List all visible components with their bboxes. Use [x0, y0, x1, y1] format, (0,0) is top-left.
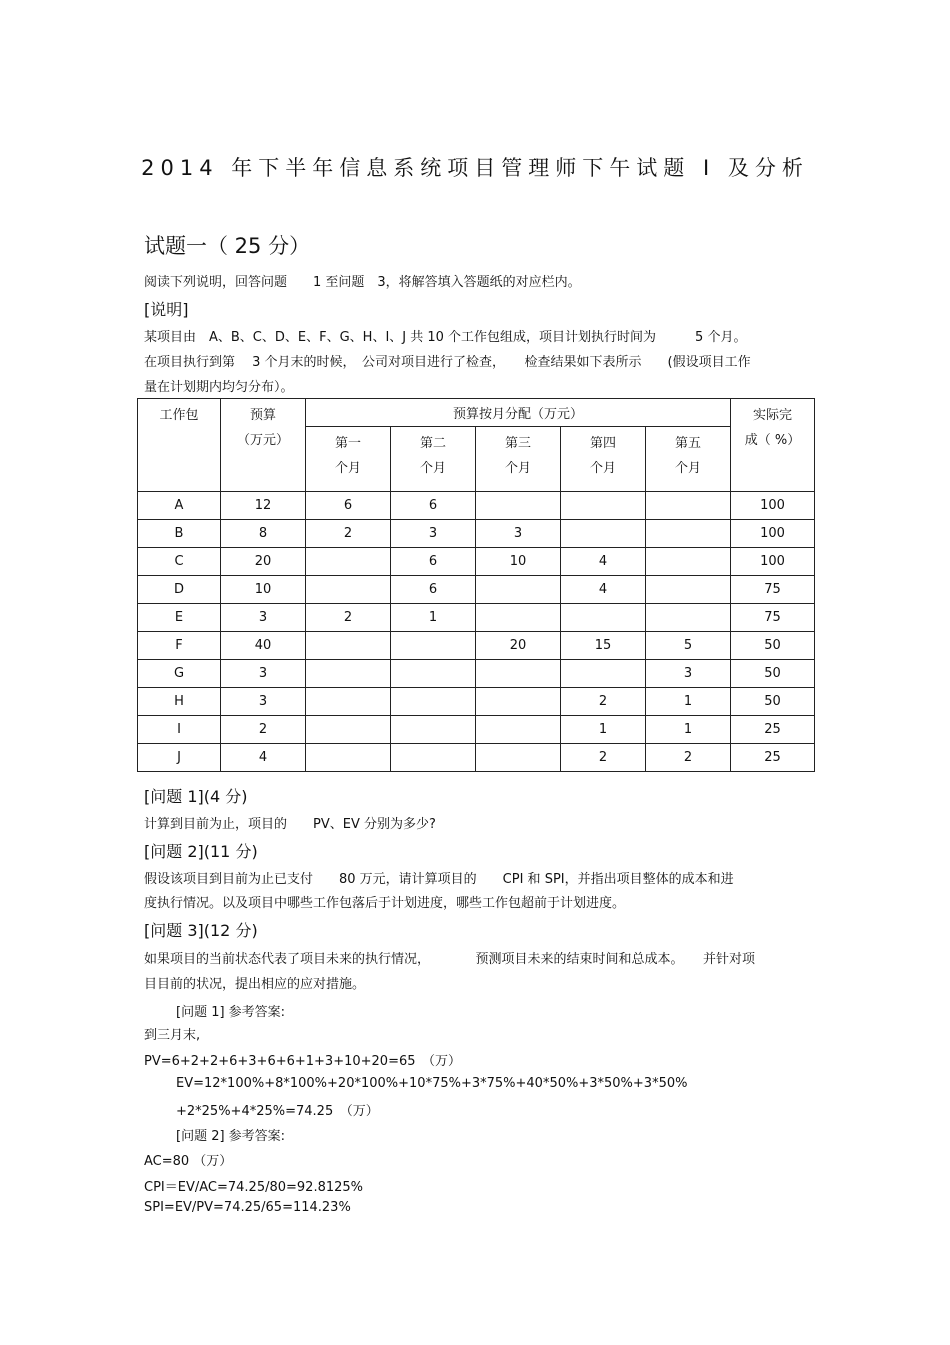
table-cell: 4	[561, 576, 646, 604]
table-cell	[476, 576, 561, 604]
table-cell	[391, 660, 476, 688]
table-cell: 3	[391, 520, 476, 548]
answer-1-ev-cont: +2*25%+4*25%=74.25 （万）	[176, 1104, 379, 1119]
table-cell: 50	[731, 688, 815, 716]
table-cell	[306, 632, 391, 660]
table-cell: 10	[221, 576, 306, 604]
header-month-4: 第四 个月	[561, 427, 646, 492]
table-cell	[561, 520, 646, 548]
answer-2-label: [问题 2] 参考答案:	[176, 1129, 286, 1144]
explain-line: 在项目执行到第 3 个月末的时候， 公司对项目进行了检查， 检查结果如下表所示 (假设项目工作	[144, 355, 751, 370]
table-cell	[306, 688, 391, 716]
table-cell: 20	[476, 632, 561, 660]
table-row	[138, 548, 815, 576]
answer-2-spi: SPI=EV/PV=74.25/65=114.23%	[144, 1200, 351, 1215]
table-cell: G	[138, 660, 221, 688]
table-cell: 2	[561, 744, 646, 772]
table-cell: 40	[221, 632, 306, 660]
table-cell: 10	[476, 548, 561, 576]
table-cell	[391, 744, 476, 772]
header-actual-completion: 实际完 成（ %）	[731, 399, 815, 492]
table-cell: 100	[731, 548, 815, 576]
table-cell: 2	[561, 688, 646, 716]
table-cell: 1	[391, 604, 476, 632]
answer-1-pv: PV=6+2+2+6+3+6+6+1+3+10+20=65 （万）	[144, 1054, 462, 1069]
answer-2-cpi: CPI＝EV/AC=74.25/80=92.8125%	[144, 1180, 364, 1195]
table-cell	[306, 576, 391, 604]
answer-2-ac: AC=80 （万）	[144, 1154, 233, 1169]
table-cell: 2	[221, 716, 306, 744]
question-2-line: 假设该项目到目前为止已支付 80 万元，请计算项目的 CPI 和 SPI，并指出项目整体的成本和进	[144, 872, 734, 887]
header-month-2: 第二 个月	[391, 427, 476, 492]
table-cell: 25	[731, 744, 815, 772]
explain-line: 某项目由 A、B、C、D、E、F、G、H、I、J 共 10 个工作包组成，项目计划执行时间为 5 个月。	[144, 330, 747, 345]
table-cell	[391, 688, 476, 716]
table-cell: 6	[391, 548, 476, 576]
table-cell	[306, 660, 391, 688]
table-cell	[561, 492, 646, 520]
explain-heading: [说明]	[144, 300, 189, 319]
table-cell: J	[138, 744, 221, 772]
table-cell: 3	[221, 604, 306, 632]
table-cell: E	[138, 604, 221, 632]
table-cell: 1	[561, 716, 646, 744]
table-row	[138, 632, 815, 660]
table-cell: 1	[646, 688, 731, 716]
table-cell: 5	[646, 632, 731, 660]
answer-1-ev: EV=12*100%+8*100%+20*100%+10*75%+3*75%+40*50%+3*50%+3*50%	[176, 1076, 688, 1091]
table-cell: D	[138, 576, 221, 604]
table-cell	[476, 688, 561, 716]
table-cell: 1	[646, 716, 731, 744]
table-row	[138, 520, 815, 548]
table-cell	[561, 660, 646, 688]
table-row	[138, 492, 815, 520]
table-cell: 8	[221, 520, 306, 548]
table-cell: 2	[306, 604, 391, 632]
table-cell: 25	[731, 716, 815, 744]
table-cell	[476, 716, 561, 744]
table-cell: H	[138, 688, 221, 716]
table-cell: 100	[731, 492, 815, 520]
table-cell: 3	[221, 660, 306, 688]
question-1-text: 计算到目前为止，项目的 PV、EV 分别为多少?	[144, 817, 436, 832]
table-cell: A	[138, 492, 221, 520]
table-row	[138, 576, 815, 604]
table-row	[138, 604, 815, 632]
table-cell: 75	[731, 576, 815, 604]
table-cell	[476, 744, 561, 772]
table-cell	[476, 492, 561, 520]
question-3-line: 如果项目的当前状态代表了项目未来的执行情况， 预测项目未来的结束时间和总成本。 并针对项	[144, 952, 756, 967]
table-body	[138, 492, 815, 772]
header-month-3: 第三 个月	[476, 427, 561, 492]
table-cell: F	[138, 632, 221, 660]
work-package-table	[137, 398, 815, 772]
table-cell: 20	[221, 548, 306, 576]
question-1-heading: [问题 1](4 分)	[144, 787, 248, 806]
table-cell	[476, 660, 561, 688]
table-cell: C	[138, 548, 221, 576]
answer-1-label: [问题 1] 参考答案:	[176, 1005, 286, 1020]
header-monthly-allocation: 预算按月分配（万元）	[306, 399, 731, 427]
document-title: 2014 年下半年信息系统项目管理师下午试题 I 及分析	[141, 156, 809, 180]
header-budget: 预算 （万元）	[221, 399, 306, 492]
table-cell	[646, 604, 731, 632]
header-month-5: 第五 个月	[646, 427, 731, 492]
table-cell	[306, 716, 391, 744]
table-cell: I	[138, 716, 221, 744]
question-3-line: 目目前的状况，提出相应的应对措施。	[144, 977, 366, 992]
table-cell	[646, 576, 731, 604]
table-cell: 4	[561, 548, 646, 576]
table-cell	[306, 744, 391, 772]
table-cell: 3	[476, 520, 561, 548]
header-month-1: 第一 个月	[306, 427, 391, 492]
section-heading: 试题一（ 25 分）	[144, 234, 311, 258]
table-cell	[646, 520, 731, 548]
table-cell	[646, 492, 731, 520]
table-cell: 2	[306, 520, 391, 548]
header-package: 工作包	[138, 399, 221, 492]
table-cell: 6	[306, 492, 391, 520]
table-cell: 15	[561, 632, 646, 660]
table-cell	[391, 716, 476, 744]
explain-line: 量在计划期内均匀分布）。	[144, 380, 294, 395]
table-cell: 6	[391, 492, 476, 520]
table-cell: 12	[221, 492, 306, 520]
table-cell	[391, 632, 476, 660]
table-cell: 3	[221, 688, 306, 716]
question-2-line: 度执行情况。以及项目中哪些工作包落后于计划进度，哪些工作包超前于计划进度。	[144, 896, 626, 911]
table-row	[138, 660, 815, 688]
table-row	[138, 688, 815, 716]
table-row	[138, 716, 815, 744]
answer-1-line: 到三月末,	[144, 1028, 201, 1043]
table-cell: 75	[731, 604, 815, 632]
table-cell	[561, 604, 646, 632]
table-cell: 6	[391, 576, 476, 604]
table-cell: 2	[646, 744, 731, 772]
table-cell: 100	[731, 520, 815, 548]
table-cell: 50	[731, 632, 815, 660]
table-cell: 50	[731, 660, 815, 688]
table-cell: B	[138, 520, 221, 548]
question-3-heading: [问题 3](12 分)	[144, 921, 258, 940]
table-cell: 3	[646, 660, 731, 688]
table-row	[138, 744, 815, 772]
table-cell	[646, 548, 731, 576]
intro-text: 阅读下列说明，回答问题 1 至问题 3，将解答填入答题纸的对应栏内。	[144, 275, 581, 290]
table-cell: 4	[221, 744, 306, 772]
question-2-heading: [问题 2](11 分)	[144, 842, 258, 861]
table-cell	[476, 604, 561, 632]
table-cell	[306, 548, 391, 576]
